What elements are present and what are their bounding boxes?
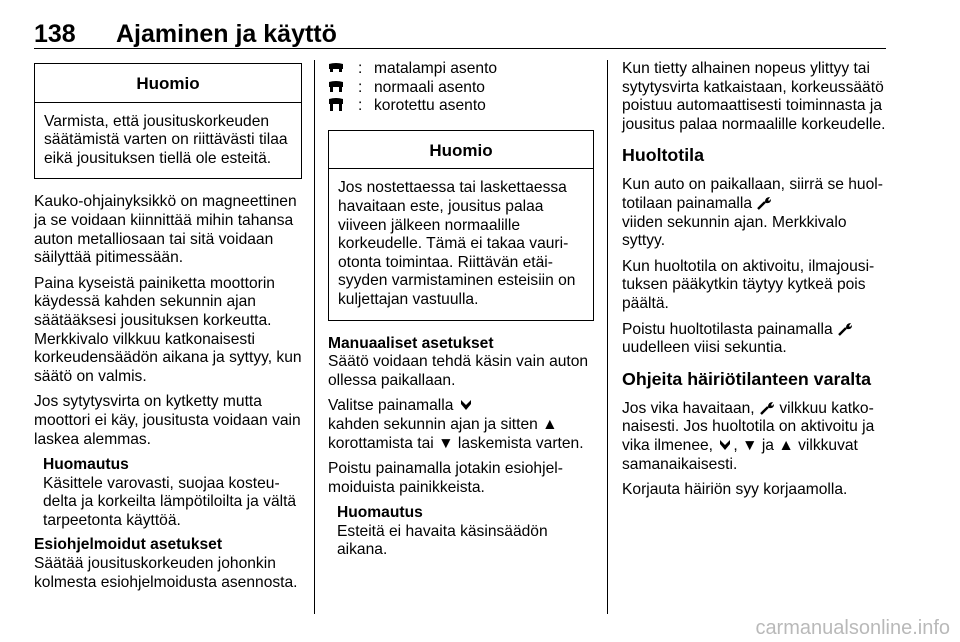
position-row-normal: : normaali asento [328,79,594,98]
caution-box-title: Huomio [35,64,301,103]
up-arrow-icon: ▲ [778,436,794,454]
column-1 [34,60,302,599]
note-text: Käsittele varovasti, suojaa kosteudelta ja korkeilta lämpötiloilta ja vältä tarpeetonta käyttöä. [43,474,297,529]
paragraph: Jos sytytysvirta on kytketty mutta moottori ei käy, jousitusta voidaan vain laskea alemmas. [34,393,301,448]
paragraph-fault: Jos vika havaitaan, vilkkuu katkonaisesti. Jos huoltotila on aktivoitu ja vika ilmenee, , ▼ ja ▲ vilkkuvat samanaikaisesti. [622,399,875,473]
position-label: korotettu asento [374,97,486,115]
paragraph: Säätää jousituskorkeuden johonkin kolmesta esiohjelmoidusta asennosta. [34,555,298,591]
section-subheading: Manuaaliset asetukset [328,334,494,352]
caution-box-text: Varmista, että jousituskorkeuden säätämistä varten on riittävästi tilaa eikä jousituksen tiellä ole esteitä. [44,112,288,167]
down-arrow-icon: ▼ [742,436,758,454]
page-header [34,4,886,49]
paragraph: Kun huoltotila on aktivoitu, ilmajousituksen pääkytkin täytyy kytkeä pois päältä. [622,257,875,312]
page-number: 138 [34,20,76,48]
column-divider-2 [607,60,608,614]
down-arrow-icon: ▼ [438,434,454,452]
wrench-icon [759,401,775,415]
note-heading: Huomautus [43,456,129,474]
watermark: carmanualsonline.info [755,617,950,639]
paragraph: Paina kyseistä painiketta moottorin käydessä kahden sekunnin ajan säätääksesi jousituksen korkeutta. Merkkivalo vilkkuu katkonaisesti korkeudensäädön aikana ja syttyy, kun säätö on valmis. [34,274,302,385]
note-heading: Huomautus [337,504,423,522]
note-block [43,456,302,530]
position-row-low: : matalampi asento [328,60,594,79]
paragraph: Säätö voidaan tehdä käsin vain auton ollessa paikallaan. [328,353,589,389]
paragraph: Kun tietty alhainen nopeus ylittyy tai sytytysvirta katkaistaan, korkeussäätö poistuu automaattisesti toiminnasta ja jousitus palaa normaalille korkeudelle. [622,60,886,133]
column-3 [622,60,888,507]
heading-fault: Ohjeita häiriötilanteen varalta [622,368,872,389]
section-subheading: Esiohjelmoidut asetukset [34,536,223,554]
caution-box [34,63,302,179]
manual-adjust-icon [458,398,474,412]
position-label: normaali asento [374,78,485,96]
page-title: Ajaminen ja käyttö [116,20,337,48]
wrench-icon [756,196,772,210]
note-block [337,504,594,560]
paragraph: Poistu painamalla jotakin esiohjelmoiduista painikkeista. [328,460,563,496]
caution-box-text: Jos nostettaessa tai laskettaessa havaitaan este, jousitus palaa viiveen jälkeen normaalille korkeudelle. Tämä ei takaa vauriotonta toimintaa. Riittävän etäisyyden varmistaminen esteisiin on kuljettajan vastuulla. [338,179,576,308]
wrench-icon [837,322,853,336]
car-normal-icon [328,79,358,98]
note-text: Esteitä ei havaita käsinsäädön aikana. [337,522,548,559]
manual-adjust-icon [717,438,733,452]
column-divider-1 [314,60,315,614]
position-label: matalampi asento [374,60,498,77]
paragraph-service: Kun auto on paikallaan, siirrä se huoltotilaan painamalla viiden sekunnin ajan. Merkkivalo syttyy. [622,176,883,250]
paragraph-select: Valitse painamalla kahden sekunnin ajan ja sitten ▲ korottamista tai ▼ laskemista varten. [328,397,584,452]
paragraph-exit-service: Poistu huoltotilasta painamalla uudelleen viisi sekuntia. [622,321,888,358]
car-raised-icon [328,97,358,116]
column-2 [328,60,594,566]
heading-service-mode: Huoltotila [622,145,704,166]
caution-box [328,130,594,321]
paragraph: Korjauta häiriön syy korjaamolla. [622,481,848,499]
position-row-raised: : korotettu asento [328,97,594,116]
paragraph: Kauko-ohjainyksikkö on magneettinen ja se voidaan kiinnittää mihin tahansa auton metalliosaan tai sitä voidaan säilyttää pitimessään. [34,193,297,267]
caution-box-title: Huomio [329,131,593,170]
car-low-icon [328,60,358,79]
up-arrow-icon: ▲ [542,415,558,433]
